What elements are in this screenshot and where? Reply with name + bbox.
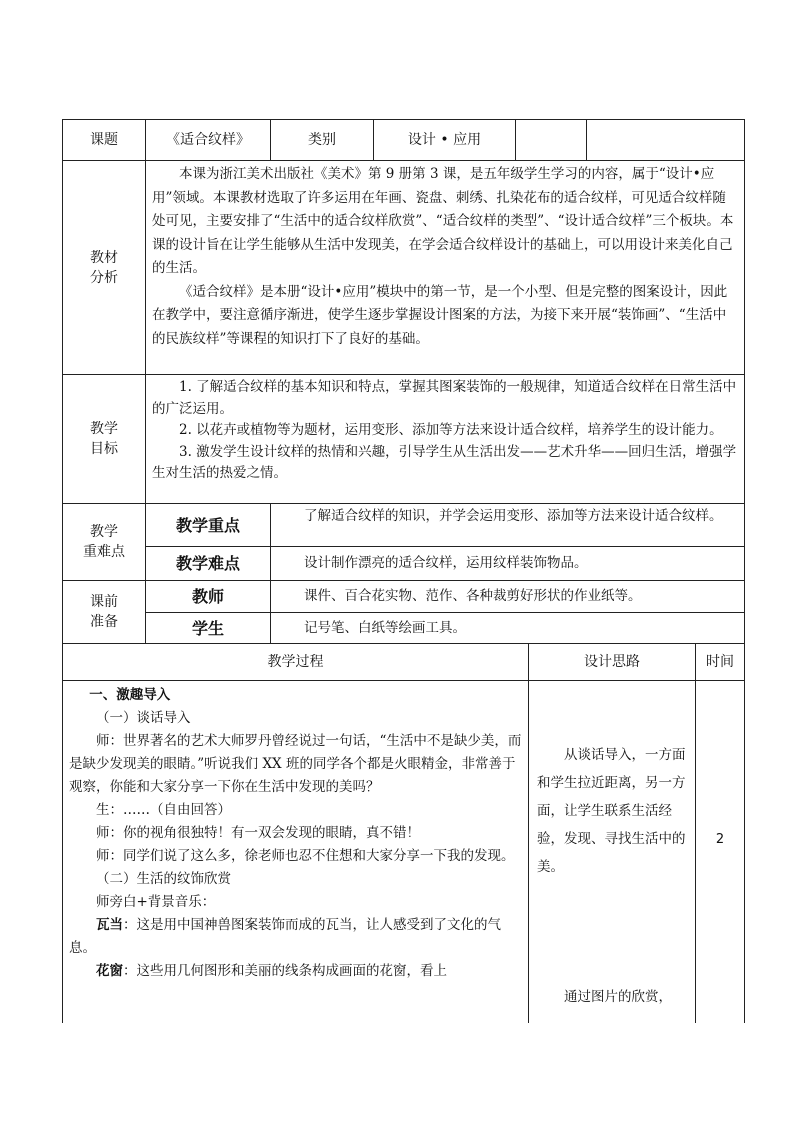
process-line-3: 师：你的视角很独特！有一双会发现的眼睛，真不错！ — [96, 825, 420, 841]
teacher-content-cell — [270, 580, 745, 613]
design-note-1: 从谈话导入，一方面和学生拉近距离，另一方面，让学生联系生活经验，发现、寻找生活中的美。 — [537, 747, 686, 875]
prep-label: 课前 准备 — [90, 594, 118, 630]
section-1-title: 一、激趣导入 — [89, 687, 171, 703]
wadang-text: ：这是用中国神兽图案装饰而成的瓦当，让人感受到了文化的气息。 — [69, 917, 501, 956]
section-2-subtitle: （二）生活的纹饰欣赏 — [96, 871, 231, 887]
analysis-label-cell — [62, 160, 146, 375]
process-line-1: 师：世界著名的艺术大师罗丹曾经说过一句话，“生活中不是缺少美，而是缺少发现美的眼睛。”听说我们 XX 班的同学各个都是火眼精金，非常善于观察，你能和大家分享一下你在生活中发现的美吗？ — [69, 733, 522, 795]
analysis-paragraph-1: 本课为浙江美术出版社《美术》第 9 册第 3 课，是五年级学生学习的内容，属于“设计•应用”领域。本课教材选取了许多运用在年画、瓷盘、刺绣、扎染花布的适合纹样，可见适合纹样随处可见，主要安排了“生活中的适合纹样欣赏”、“适合纹样的类型”、“设计适合纹样”三个板块。本课的设计旨在让学生能够从生活中发现美，在学会适合纹样设计的基础上，可以用设计来美化自己的生活。 — [152, 166, 734, 276]
lesson-plan-table — [62, 119, 745, 1023]
process-content-cell — [62, 680, 529, 1023]
time-content-cell — [695, 680, 745, 1023]
time-header: 时间 — [706, 654, 734, 670]
time-header-cell — [695, 643, 745, 681]
process-line-4: 师：同学们说了这么多，徐老师也忍不住想和大家分享一下我的发现。 — [96, 848, 515, 864]
empty-cell-a — [515, 119, 587, 161]
goal-1: 1. 了解适合纹样的基本知识和特点，掌握其图案装饰的一般规律，知道适合纹样在日常生活中的广泛运用。 — [152, 379, 737, 417]
goal-3: 3. 激发学生设计纹样的热情和兴趣，引导学生从生活出发——艺术升华——回归生活，增强学生对生活的热爱之情。 — [152, 443, 737, 481]
design-content-cell — [528, 680, 696, 1023]
focus-text: 了解适合纹样的知识，并学会运用变形、添加等方法来设计适合纹样。 — [304, 508, 723, 524]
teacher-materials: 课件、百合花实物、范作、各种裁剪好形状的作业纸等。 — [304, 588, 642, 604]
difficulty-text: 设计制作漂亮的适合纹样，运用纹样装饰物品。 — [304, 555, 588, 571]
student-materials: 记号笔、白纸等绘画工具。 — [304, 619, 466, 636]
title-label: 课题 — [90, 132, 118, 148]
category-cell — [373, 119, 516, 161]
analysis-paragraph-2: 《适合纹样》是本册“设计•应用”模块中的第一节，是一个小型、但是完整的图案设计，因此在教学中，要注意循序渐进，使学生逐步掌握设计图案的方法，为接下来开展“装饰画”、“生活中的民族纹样”等课程的知识打下了良好的基础。 — [152, 283, 728, 347]
focus-label: 教学重点 — [175, 515, 240, 535]
prep-label-cell — [62, 580, 146, 644]
keypoints-label: 教学 重难点 — [83, 524, 125, 560]
huachuang-paragraph — [69, 960, 522, 983]
goals-label: 教学 目标 — [90, 421, 118, 457]
difficulty-label: 教学难点 — [175, 554, 240, 573]
wadang-label: 瓦当 — [96, 917, 123, 933]
huachuang-text: ：这些用几何图形和美丽的线条构成画面的花窗，看上 — [123, 963, 447, 979]
huachuang-label: 花窗 — [96, 963, 123, 979]
category-label: 类别 — [308, 132, 336, 148]
empty-cell-b — [586, 119, 745, 161]
process-header-cell — [62, 643, 529, 681]
focus-content-cell — [270, 503, 745, 547]
wadang-paragraph — [69, 914, 522, 960]
process-line-5: 师旁白+背景音乐： — [96, 894, 216, 910]
student-label: 学生 — [191, 618, 224, 638]
title-label-cell — [62, 119, 146, 161]
student-label-cell — [145, 612, 271, 644]
student-content-cell — [270, 612, 745, 644]
goals-content-cell — [145, 374, 745, 504]
difficulty-label-cell — [145, 546, 271, 581]
teacher-label: 教师 — [191, 587, 224, 606]
design-header: 设计思路 — [584, 654, 640, 670]
goals-label-cell — [62, 374, 146, 504]
goal-2: 2. 以花卉或植物等为题材，运用变形、添加等方法来设计适合纹样，培养学生的设计能力。 — [179, 422, 723, 438]
category-label-cell — [270, 119, 374, 161]
title-cell — [145, 119, 271, 161]
lesson-title: 《适合纹样》 — [166, 132, 250, 148]
teacher-label-cell — [145, 580, 271, 613]
analysis-label: 教材 分析 — [90, 249, 118, 286]
process-header: 教学过程 — [267, 654, 324, 670]
time-value: 2 — [715, 832, 725, 847]
keypoints-label-cell — [62, 503, 146, 581]
focus-label-cell — [145, 503, 271, 547]
difficulty-content-cell — [270, 546, 745, 581]
process-line-2: 生：……（自由回答） — [96, 802, 231, 818]
category-value: 设计 • 应用 — [407, 132, 482, 148]
design-header-cell — [528, 643, 696, 681]
design-note-2: 通过图片的欣赏， — [564, 989, 672, 1005]
section-1-subtitle: （一）谈话导入 — [96, 710, 191, 726]
analysis-content-cell — [145, 160, 745, 375]
